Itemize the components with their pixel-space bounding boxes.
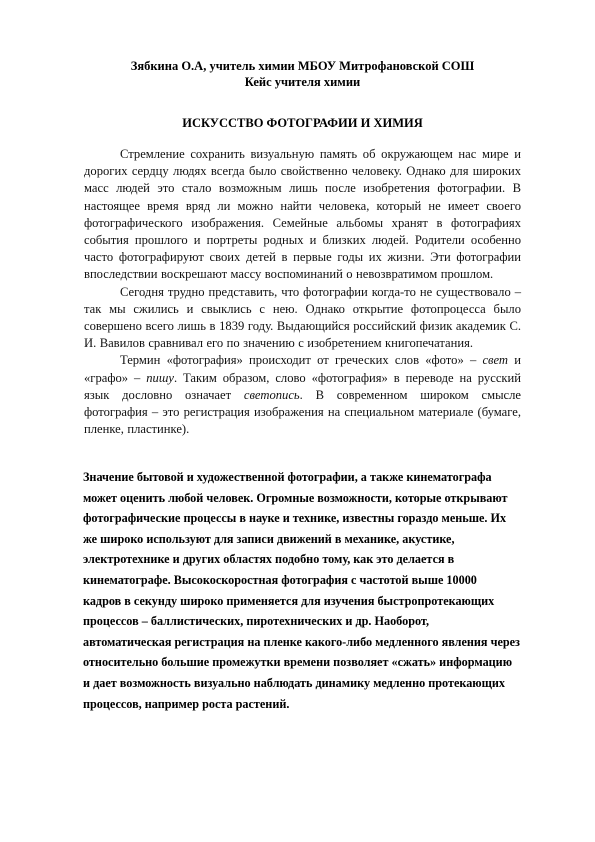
author-line: Зябкина О.А, учитель химии МБОУ Митрофановской СОШ bbox=[130, 59, 475, 73]
bold-line: относительно большие промежутки времени позволяет «сжать» информацию bbox=[83, 655, 513, 670]
emphasis-pishu: пишу bbox=[146, 370, 174, 385]
document-header bbox=[80, 58, 525, 90]
bold-line: электротехнике и других областях подобно тому, как это делается в bbox=[83, 552, 455, 567]
bold-line: фотографические процессы в науке и технике, известны гораздо меньше. Их bbox=[83, 511, 507, 526]
emphasis-svetopis: светопись bbox=[243, 387, 300, 402]
bold-paragraph bbox=[83, 467, 538, 714]
bold-line: кинематографе. Высокоскоростная фотография с частотой выше 10000 bbox=[83, 572, 477, 587]
document-subtitle: Кейс учителя химии bbox=[244, 75, 361, 89]
paragraph-3-text-4: . В современном широком смысле фотография – это регистрация изображения на специальном материале (бумаге, пленке, пластинке). bbox=[84, 387, 521, 437]
document-title: ИСКУССТВО ФОТОГРАФИИ И ХИМИЯ bbox=[182, 116, 423, 130]
emphasis-svet: свет bbox=[482, 353, 509, 368]
paragraph-3-text-2: и «графо» – bbox=[84, 353, 521, 385]
bold-line: же широко используют для записи движений в механике, акустике, bbox=[83, 531, 455, 546]
paragraph-3 bbox=[84, 352, 521, 438]
bold-line: кадров в секунду широко применяется для изучения быстропротекающих bbox=[83, 593, 495, 608]
bold-line: процессов, например роста растений. bbox=[83, 696, 290, 711]
bold-line: процессов – баллистических, пиротехнических и др. Наоборот, bbox=[83, 614, 430, 629]
document-body bbox=[84, 146, 521, 438]
bold-line: и дает возможность визуально наблюдать динамику медленно протекающих bbox=[83, 675, 506, 690]
paragraph-1: Стремление сохранить визуальную память об окружающем нас мире и дорогих сердцу людях всегда было свойственно человеку. Однако для широких масс людей это стало возможным лишь после изобретения фотографии. В настоящее время вряд ли можно найти человека, который не имеет своего фотографического изображения. Семейные альбомы хранят в фотографиях события прошлого и портреты родных и близких людей. Родители особенно часто фотографируют своих детей в первые годы их жизни. Эти фотографии впоследствии воскрешают массу воспоминаний о невозвратимом прошлом. bbox=[84, 147, 521, 282]
paragraph-3-text-3: . Таким образом, слово «фотография» в переводе на русский язык дословно означает bbox=[84, 370, 522, 402]
bold-line: автоматическая регистрация на пленке какого-либо медленного явления через bbox=[83, 634, 520, 649]
bold-line: может оценить любой человек. Огромные возможности, которые открывают bbox=[83, 490, 508, 505]
paragraph-3-text-1: Термин «фотография» происходит от греческих слов «фото» – bbox=[120, 353, 483, 368]
paragraph-2: Сегодня трудно представить, что фотографии когда-то не существовало – так мы сжились и свыклись с нею. Однако открытие фотопроцесса было совершено всего лишь в 1839 году. Выдающийся российский физик академик С. И. Вавилов сравнивал его по значению с изобретением книгопечатания. bbox=[84, 284, 521, 351]
bold-line: Значение бытовой и художественной фотографии, а также кинематографа bbox=[83, 470, 492, 484]
